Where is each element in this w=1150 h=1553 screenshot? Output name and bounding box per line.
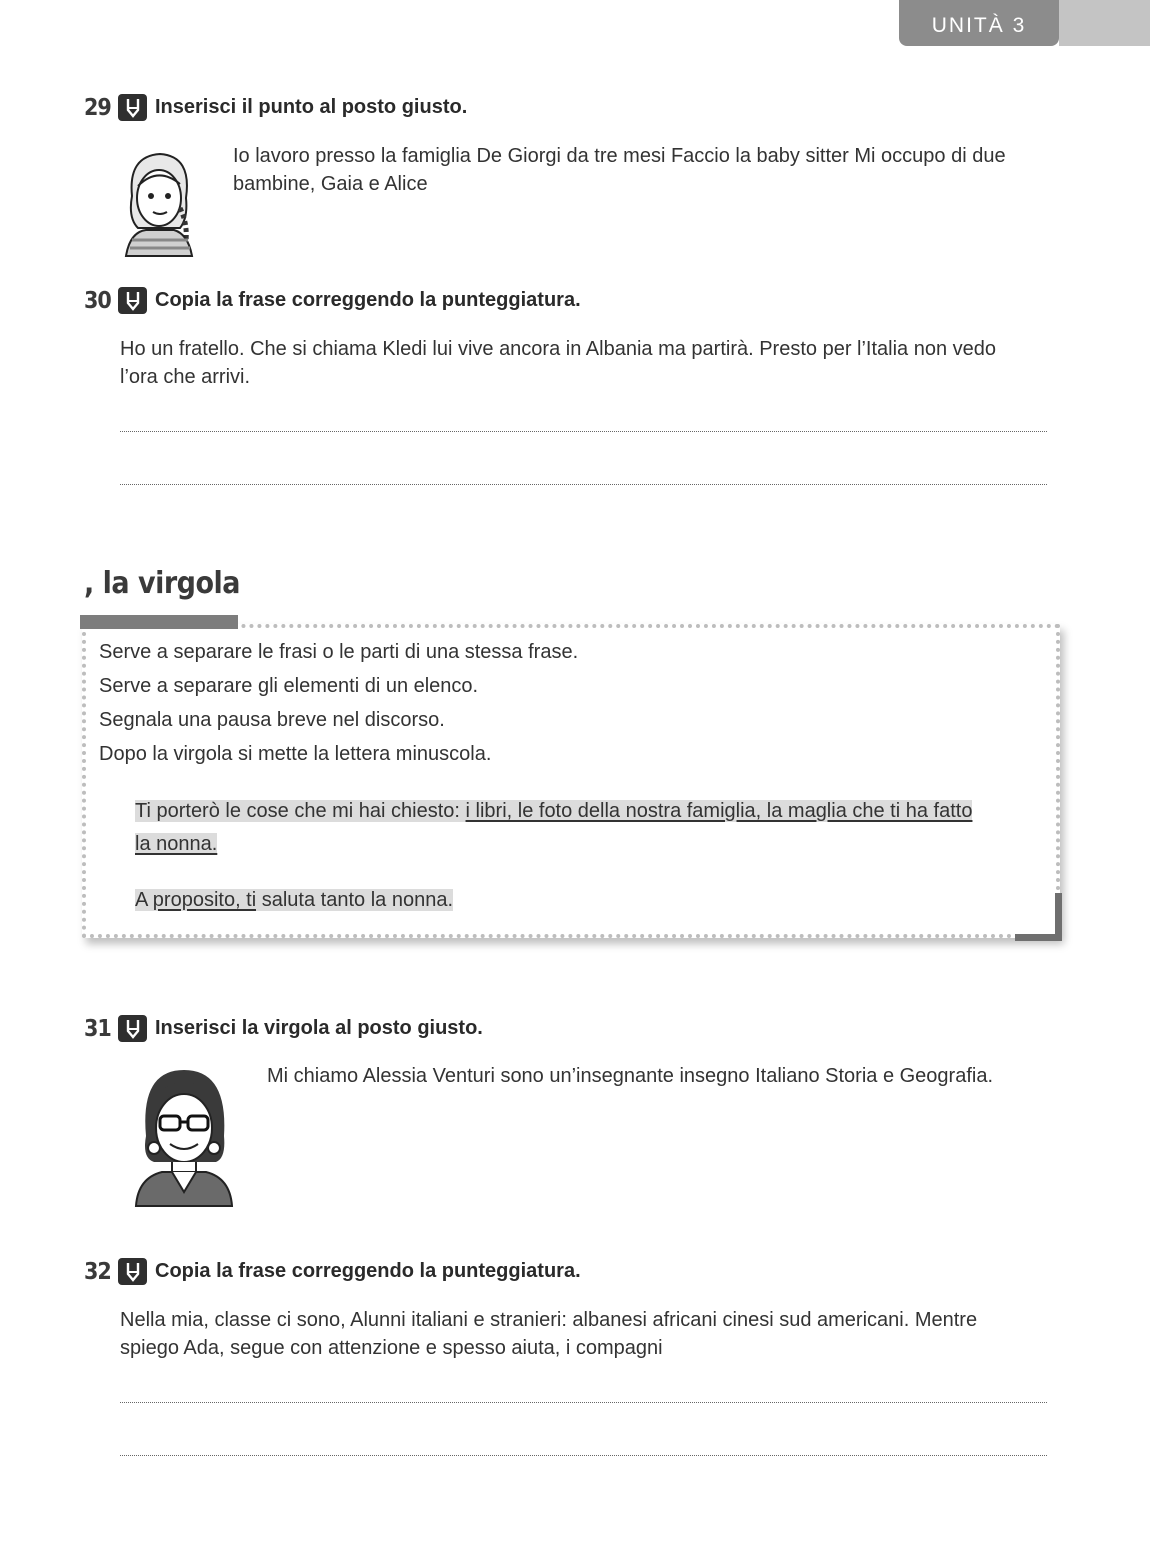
- exercise-title: Inserisci la virgola al posto giusto.: [155, 1017, 483, 1039]
- text-line: Ho un fratello. Che si chiama Kledi lui vive ancora in Albania ma partirà. Presto per l’Italia non vedo: [120, 338, 997, 360]
- example-underlined: la nonna.: [135, 833, 218, 855]
- exercise-31-header: [84, 1015, 483, 1042]
- example-text: Ti porterò le cose che mi hai chiesto:: [135, 800, 466, 822]
- text-line: spiego Ada, segue con attenzione e spesso aiuta, i compagni: [120, 1337, 663, 1359]
- exercise-29-text: [233, 142, 1006, 198]
- girl-portrait-illustration: [118, 148, 200, 263]
- text-line: Nella mia, classe ci sono, Alunni italiani e stranieri: albanesi africani cinesi sud americani. Mentre: [120, 1309, 978, 1331]
- pencil-icon: [118, 94, 147, 121]
- exercise-number: 31: [84, 1015, 111, 1042]
- unit-tab-strip: [1059, 0, 1150, 46]
- box-accent-bar: [80, 615, 238, 629]
- pencil-icon: [118, 287, 147, 314]
- text-line: Io lavoro presso la famiglia De Giorgi da tre mesi Faccio la baby sitter Mi occupo di due: [233, 145, 1006, 167]
- exercise-title: Copia la frase correggendo la punteggiatura.: [155, 1260, 581, 1282]
- box-corner-accent: [1015, 934, 1062, 941]
- exercise-32-header: [84, 1258, 581, 1285]
- exercise-32-text: [120, 1306, 977, 1362]
- exercise-number: 32: [84, 1258, 111, 1285]
- section-title: , la virgola: [84, 566, 240, 601]
- answer-line[interactable]: [120, 431, 1047, 432]
- example-text: A: [135, 889, 153, 911]
- rule-item: Serve a separare le frasi o le parti di una stessa frase.: [99, 641, 579, 663]
- pencil-icon: [118, 1258, 147, 1285]
- example-sentence-2: [135, 884, 453, 917]
- example-text: saluta tanto la nonna.: [256, 889, 454, 911]
- exercise-29-header: [84, 94, 467, 121]
- example-underlined: proposito, ti: [152, 889, 257, 911]
- exercise-30-text: [120, 335, 996, 391]
- unit-label: UNITÀ 3: [931, 14, 1027, 37]
- rule-item: Segnala una pausa breve nel discorso.: [99, 709, 445, 731]
- example-underlined: i libri, le foto della nostra famiglia, la maglia che ti ha fatto: [465, 800, 973, 822]
- exercise-31-text: [267, 1062, 993, 1090]
- teacher-portrait-illustration: [132, 1066, 236, 1213]
- unit-tab: [899, 0, 1059, 46]
- rule-item: Serve a separare gli elementi di un elenco.: [99, 675, 479, 697]
- pencil-icon: [118, 1015, 147, 1042]
- answer-line[interactable]: [120, 1455, 1047, 1456]
- answer-line[interactable]: [120, 484, 1047, 485]
- exercise-title: Inserisci il punto al posto giusto.: [155, 96, 468, 118]
- exercise-number: 30: [84, 287, 111, 314]
- text-line: bambine, Gaia e Alice: [233, 173, 428, 195]
- text-line: Mi chiamo Alessia Venturi sono un’insegnante insegno Italiano Storia e Geografia.: [267, 1065, 994, 1087]
- exercise-title: Copia la frase correggendo la punteggiatura.: [155, 289, 581, 311]
- rule-item: Dopo la virgola si mette la lettera minuscola.: [99, 743, 492, 765]
- text-line: l’ora che arrivi.: [120, 366, 251, 388]
- answer-line[interactable]: [120, 1402, 1047, 1403]
- exercise-30-header: [84, 287, 581, 314]
- example-sentence-1: [135, 795, 972, 861]
- exercise-number: 29: [84, 94, 111, 121]
